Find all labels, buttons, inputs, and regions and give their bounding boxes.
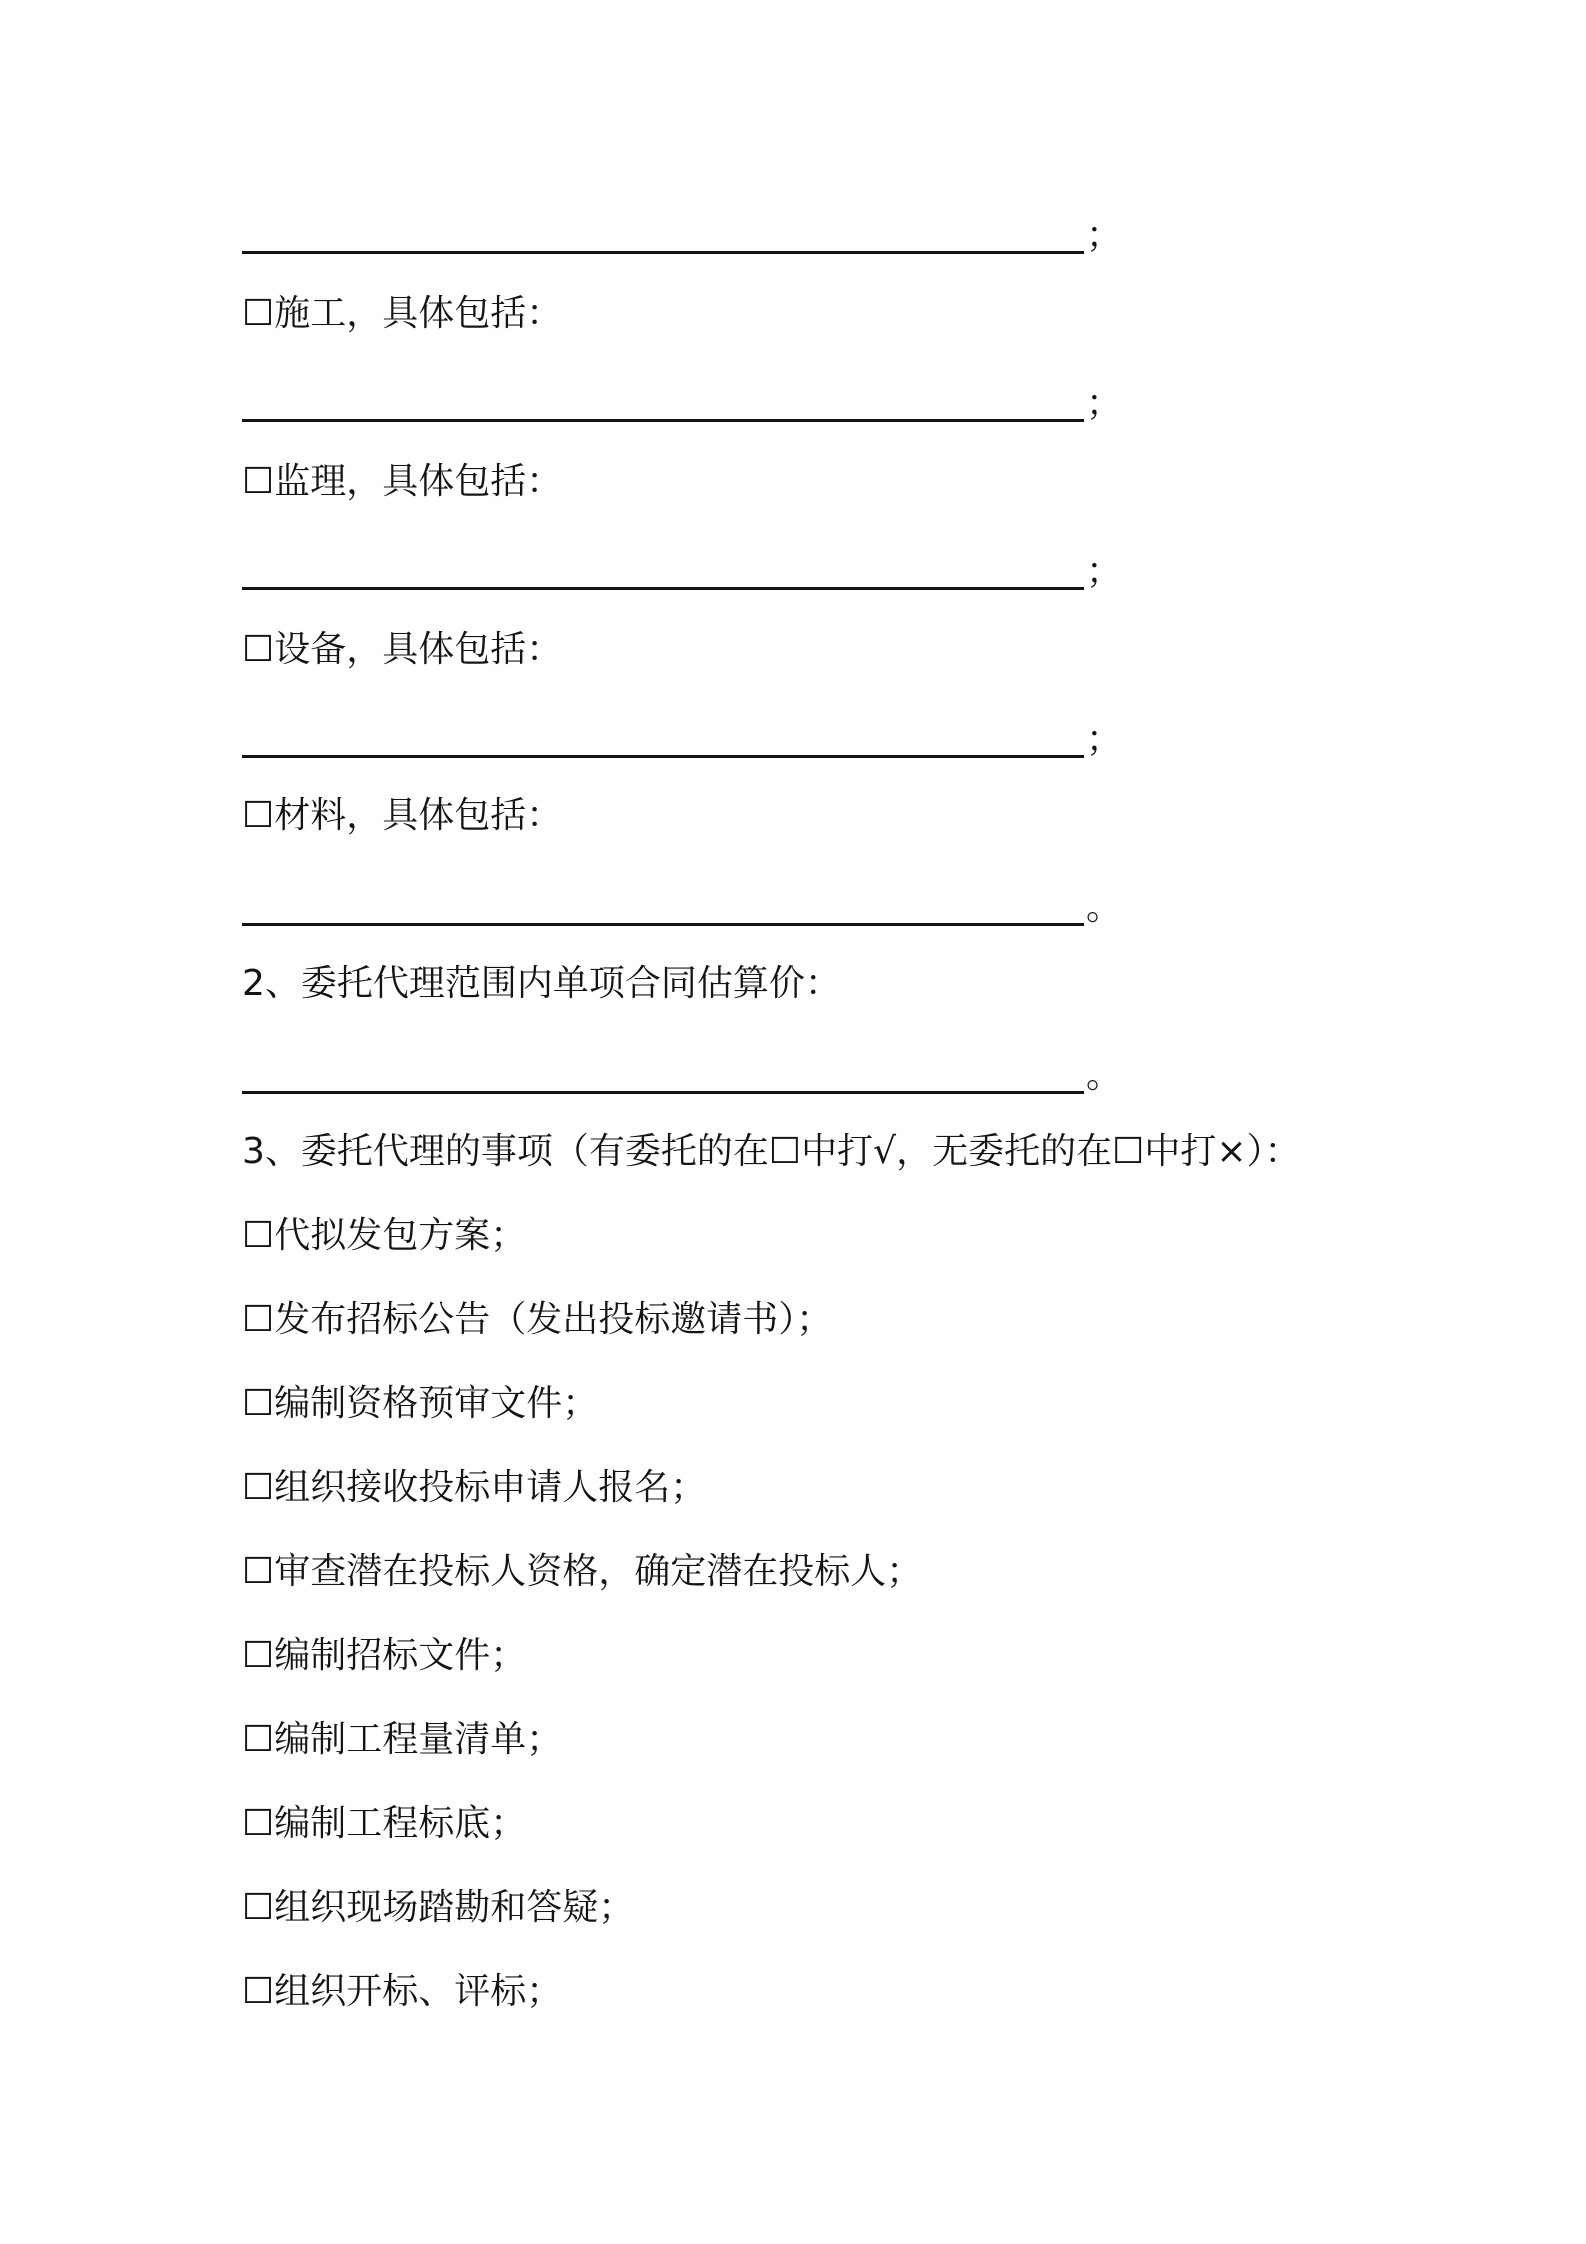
- underline-blank[interactable]: [242, 755, 1084, 758]
- checkbox-icon[interactable]: ☐: [242, 1299, 275, 1340]
- scope-item-construction: [242, 290, 562, 338]
- task-item-label: 编制招标文件；: [274, 1635, 527, 1676]
- checkbox-icon[interactable]: ☐: [242, 1215, 275, 1256]
- task-item-label: 审查潜在投标人资格，确定潜在投标人；: [274, 1551, 923, 1592]
- fill-in-line[interactable]: [242, 212, 1122, 260]
- scope-item-supervision: [242, 458, 562, 506]
- line-end-punctuation: ；: [1086, 383, 1123, 424]
- fill-in-line[interactable]: [242, 884, 1122, 932]
- line-end-punctuation: ；: [1086, 215, 1123, 256]
- fill-in-line[interactable]: [242, 548, 1122, 596]
- task-item: [242, 1380, 598, 1428]
- scope-item-equipment: [242, 626, 562, 674]
- line-end-punctuation: 。: [1086, 887, 1123, 928]
- task-item-label: 代拟发包方案；: [274, 1215, 527, 1256]
- task-item-label: 组织开标、评标；: [274, 1971, 563, 2012]
- underline-blank[interactable]: [242, 419, 1084, 422]
- checkbox-icon[interactable]: ☐: [242, 1887, 275, 1928]
- task-item-label: 组织现场踏勘和答疑；: [274, 1887, 635, 1928]
- task-item-label: 编制工程量清单；: [274, 1719, 563, 1760]
- checkbox-icon[interactable]: ☐: [242, 1971, 275, 2012]
- scope-item-materials: [242, 792, 562, 840]
- task-item: [242, 1968, 562, 2016]
- fill-in-line[interactable]: [242, 380, 1122, 428]
- underline-blank[interactable]: [242, 251, 1084, 254]
- underline-blank[interactable]: [242, 1091, 1084, 1094]
- task-item: [242, 1464, 706, 1512]
- task-item-label: 发布招标公告（发出投标邀请书）；: [274, 1299, 833, 1340]
- task-item-label: 编制工程标底；: [274, 1803, 527, 1844]
- section-2-heading: 2、委托代理范围内单项合同估算价：: [242, 963, 841, 1004]
- line-end-punctuation: ；: [1086, 719, 1123, 760]
- checkbox-icon[interactable]: ☐: [242, 1551, 275, 1592]
- task-item: [242, 1800, 526, 1848]
- fill-in-line[interactable]: [242, 716, 1122, 764]
- task-item: [242, 1548, 922, 1596]
- checkbox-icon[interactable]: ☐: [242, 1467, 275, 1508]
- fill-in-line[interactable]: [242, 1052, 1122, 1100]
- task-item: [242, 1884, 634, 1932]
- scope-item-label: 监理，具体包括：: [274, 461, 563, 502]
- task-item-label: 编制资格预审文件；: [274, 1383, 599, 1424]
- checkbox-icon[interactable]: ☐: [242, 795, 275, 836]
- underline-blank[interactable]: [242, 587, 1084, 590]
- section-3-heading: 3、委托代理的事项（有委托的在☐中打√，无委托的在☐中打×）：: [242, 1131, 1301, 1172]
- scope-item-label: 施工，具体包括：: [274, 293, 563, 334]
- checkbox-icon[interactable]: ☐: [242, 629, 275, 670]
- line-end-punctuation: ；: [1086, 551, 1123, 592]
- task-item: [242, 1716, 562, 1764]
- scope-item-label: 材料，具体包括：: [274, 795, 563, 836]
- checkbox-icon[interactable]: ☐: [242, 1719, 275, 1760]
- task-item-label: 组织接收投标申请人报名；: [274, 1467, 707, 1508]
- task-item: [242, 1212, 526, 1260]
- underline-blank[interactable]: [242, 923, 1084, 926]
- task-item: [242, 1632, 526, 1680]
- checkbox-icon[interactable]: ☐: [242, 1803, 275, 1844]
- checkbox-icon[interactable]: ☐: [242, 293, 275, 334]
- checkbox-icon[interactable]: ☐: [242, 461, 275, 502]
- task-item: [242, 1296, 832, 1344]
- scope-item-label: 设备，具体包括：: [274, 629, 563, 670]
- line-end-punctuation: 。: [1086, 1055, 1123, 1096]
- checkbox-icon[interactable]: ☐: [242, 1635, 275, 1676]
- checkbox-icon[interactable]: ☐: [242, 1383, 275, 1424]
